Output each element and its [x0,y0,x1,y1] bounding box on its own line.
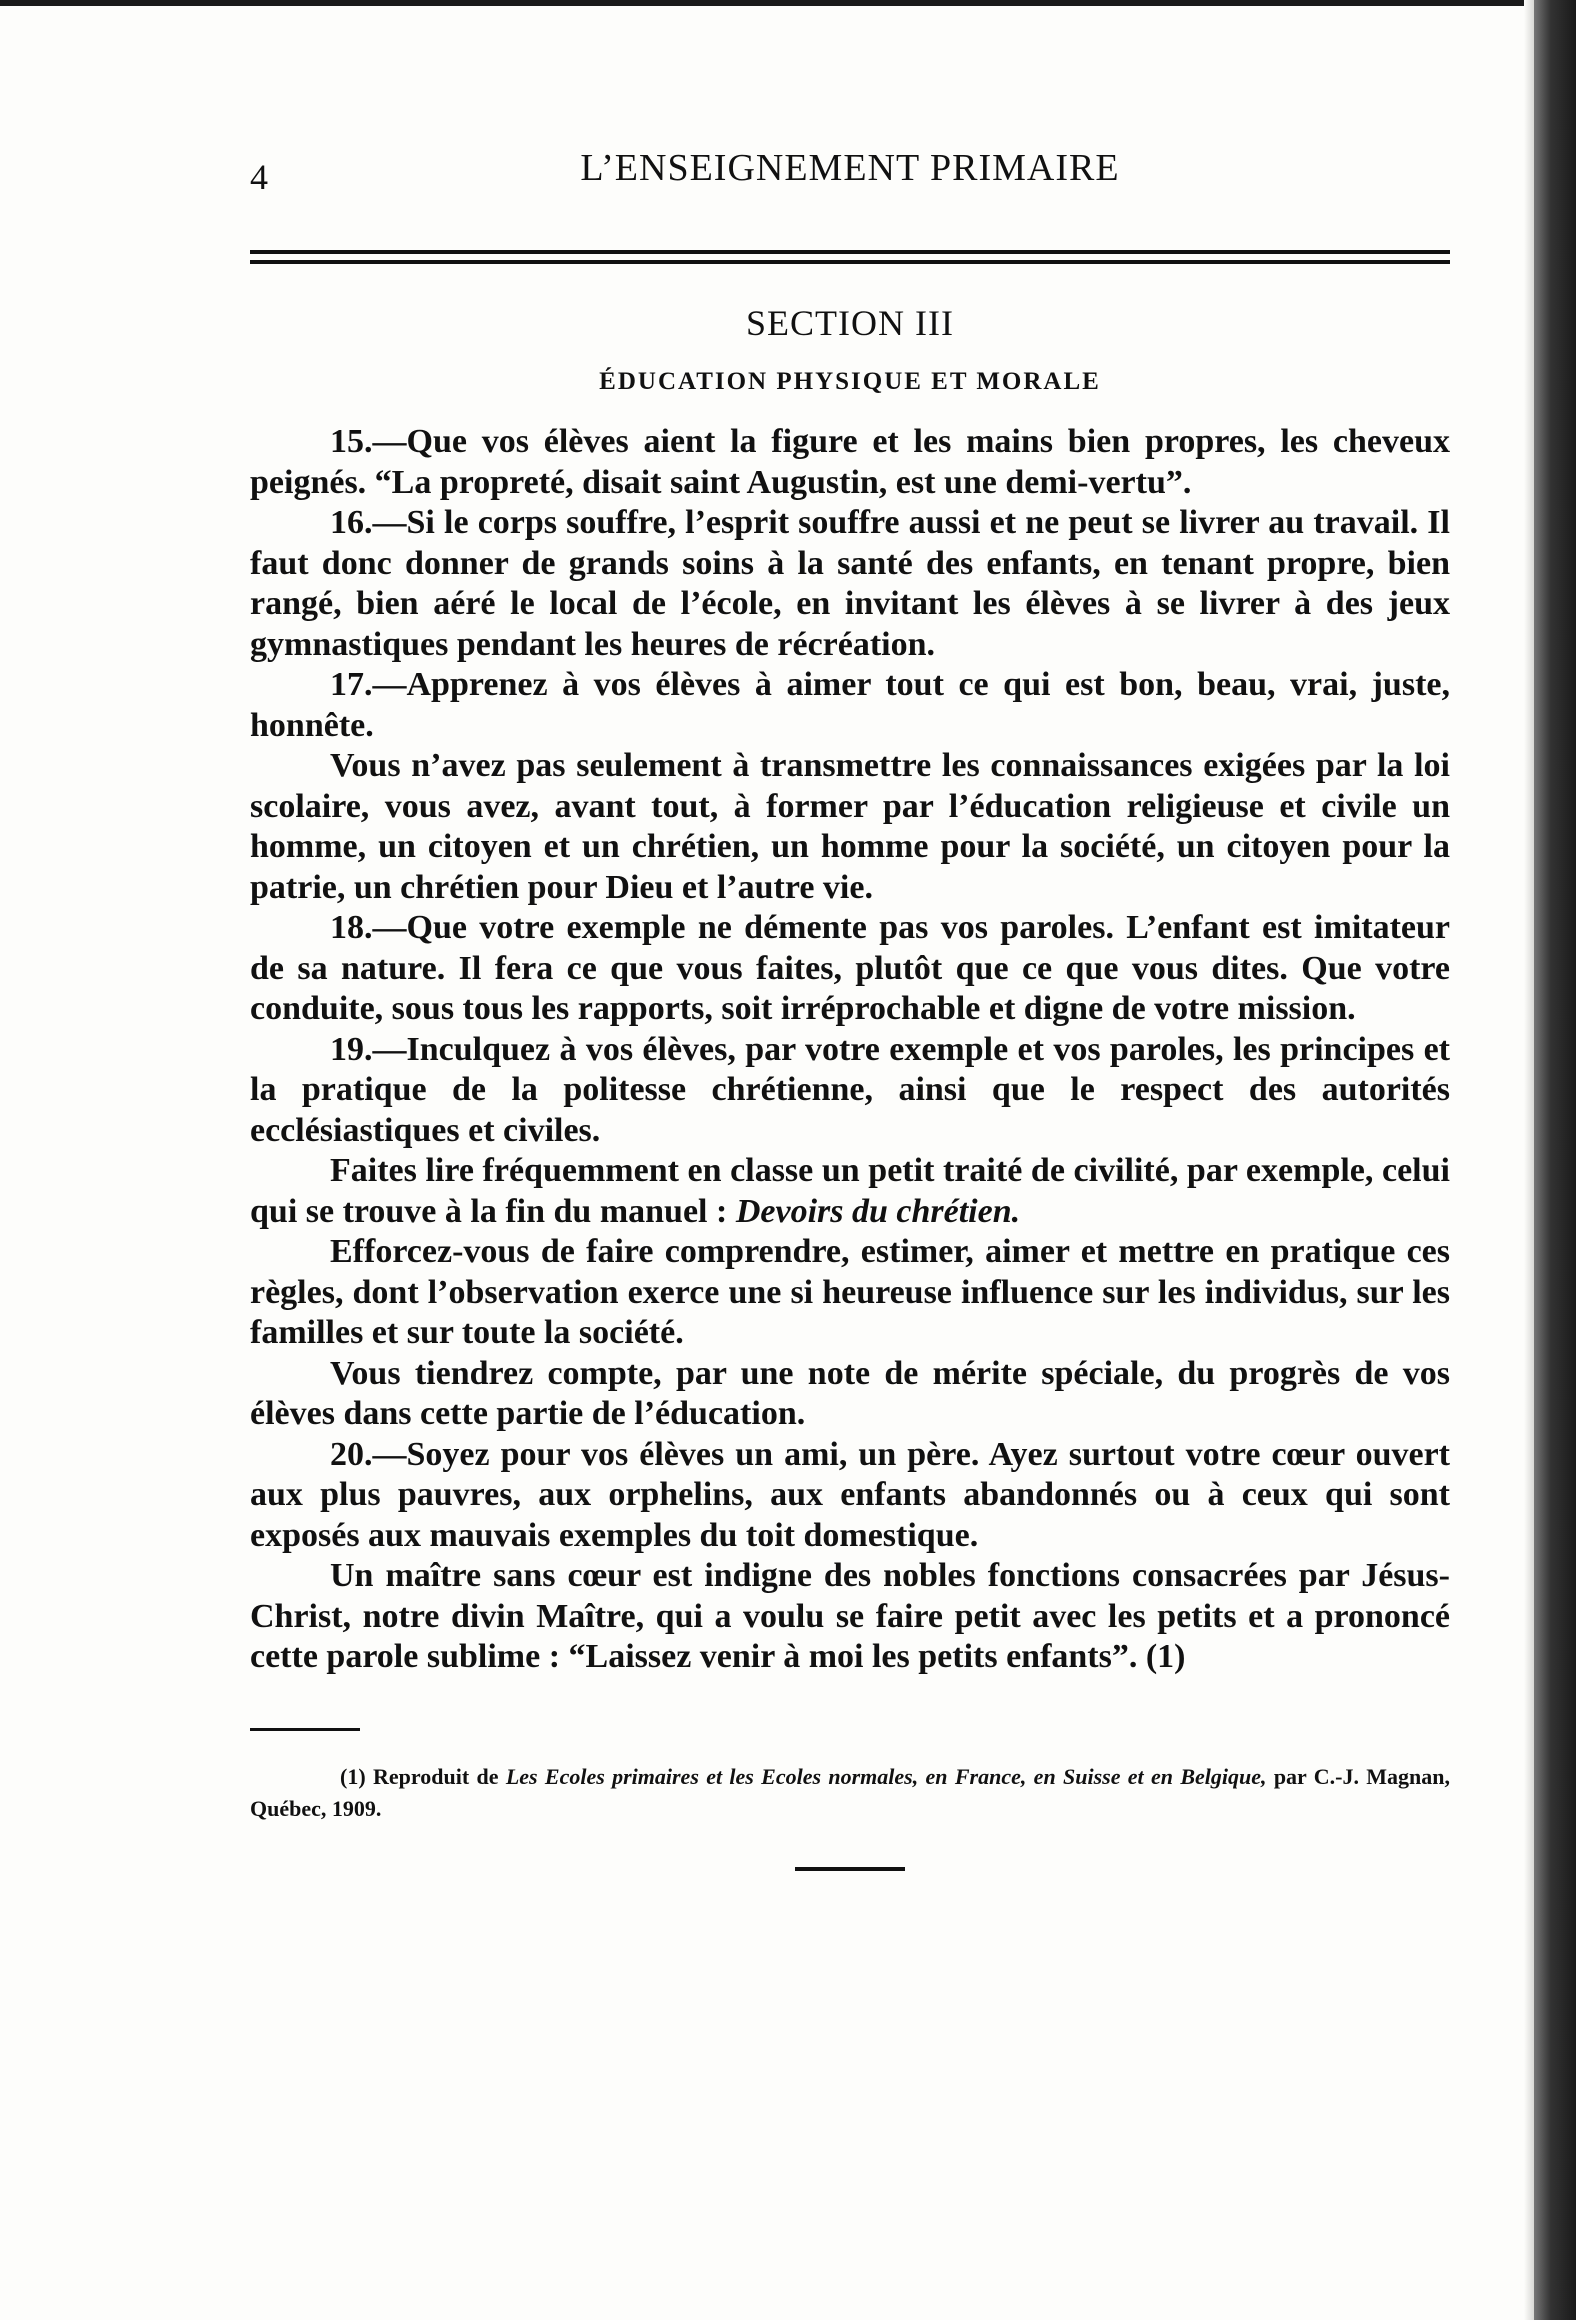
paragraph-18: 18.—Que votre exemple ne démente pas vos paroles. L’enfant est imitateur de sa nature. Il fera ce que vous faites, plutôt que ce que vous dites. Que votre conduite, sous tous les rapports, soit irréprochable et digne de votre mission. [250,909,1450,1027]
paragraph-15: 15.—Que vos élèves aient la figure et les mains bien propres, les cheveux peignés. “La propreté, disait saint Augustin, est une demi-vertu”. [250,423,1450,501]
paragraph-civility [250,1151,1450,1232]
page-binding-shadow [1524,0,1534,2320]
civility-text: Faites lire fréquemment en classe un petit traité de civilité, par exemple, celui qui se trouve à la fin du manuel : [250,1152,1450,1230]
page-top-edge [0,0,1576,6]
body-text [250,422,1450,1678]
paragraph-20-continued: Un maître sans cœur est indigne des nobles fonctions consacrées par Jésus-Christ, notre divin Maître, qui a voulu se faire petit avec les petits et a prononcé cette parole sublime : “Laissez venir à moi les petits enfants”. (1) [250,1557,1450,1675]
page-right-edge [1534,0,1576,2320]
paragraph-19: 19.—Inculquez à vos élèves, par votre exemple et vos paroles, les principes et la pratique de la politesse chrétienne, ainsi que le respect des autorités ecclésiastiques et civiles. [250,1030,1450,1149]
running-title: L’ENSEIGNEMENT PRIMAIRE [580,147,1120,189]
paragraph-20: 20.—Soyez pour vos élèves un ami, un père. Ayez surtout votre cœur ouvert aux plus pauvres, aux orphelins, aux enfants abandonnés ou à ceux qui sont exposés aux mauvais exemples du toit domestique. [250,1435,1450,1554]
page-content [250,140,1450,1871]
section-subtitle: ÉDUCATION PHYSIQUE ET MORALE [599,368,1101,395]
paragraph-16: 16.—Si le corps souffre, l’esprit souffre aussi et ne peut se livrer au travail. Il faut donc donner de grands soins à la santé des enfants, en tenant propre, bien rangé, bien aéré le local de l’école, en invitant les élèves à se livrer à des jeux gymnastiques pendant les heures de récréation. [250,504,1450,663]
paragraph-19-merit: Vous tiendrez compte, par une note de mérite spéciale, du progrès de vos élèves dans cette partie de l’éducation. [250,1354,1450,1432]
footnote-lead: Reproduit de [372,1763,499,1789]
footnote-source-title: Les Ecoles primaires et les Ecoles normales, en France, en Suisse et en Belgique, [505,1763,1267,1789]
footnote-marker: (1) [340,1763,366,1789]
book-title: Devoirs du chrétien. [735,1192,1021,1230]
paragraph-19-rules: Efforcez-vous de faire comprendre, estimer, aimer et mettre en pratique ces règles, dont l’observation exerce une si heureuse influence sur les individus, sur les familles et sur toute la société. [250,1233,1450,1351]
footnote-rule [250,1728,360,1731]
header-double-rule [250,250,1450,264]
paragraph-17: 17.—Apprenez à vos élèves à aimer tout ce qui est bon, beau, vrai, juste, honnête. [250,666,1450,744]
footnote-tail: par C.-J. Magnan, Québec, 1909. [250,1763,1451,1821]
footnote [250,1761,1450,1825]
end-rule [795,1867,905,1871]
page-number: 4 [250,157,268,197]
section-heading: SECTION III [746,303,954,343]
paragraph-17-continued: Vous n’avez pas seulement à transmettre les connaissances exigées par la loi scolaire, vous avez, avant tout, à former par l’éducation religieuse et civile un homme, un citoyen et un chrétien, un homme pour la société, un citoyen pour la patrie, un chrétien pour Dieu et l’autre vie. [250,747,1450,906]
running-head [250,140,1450,200]
